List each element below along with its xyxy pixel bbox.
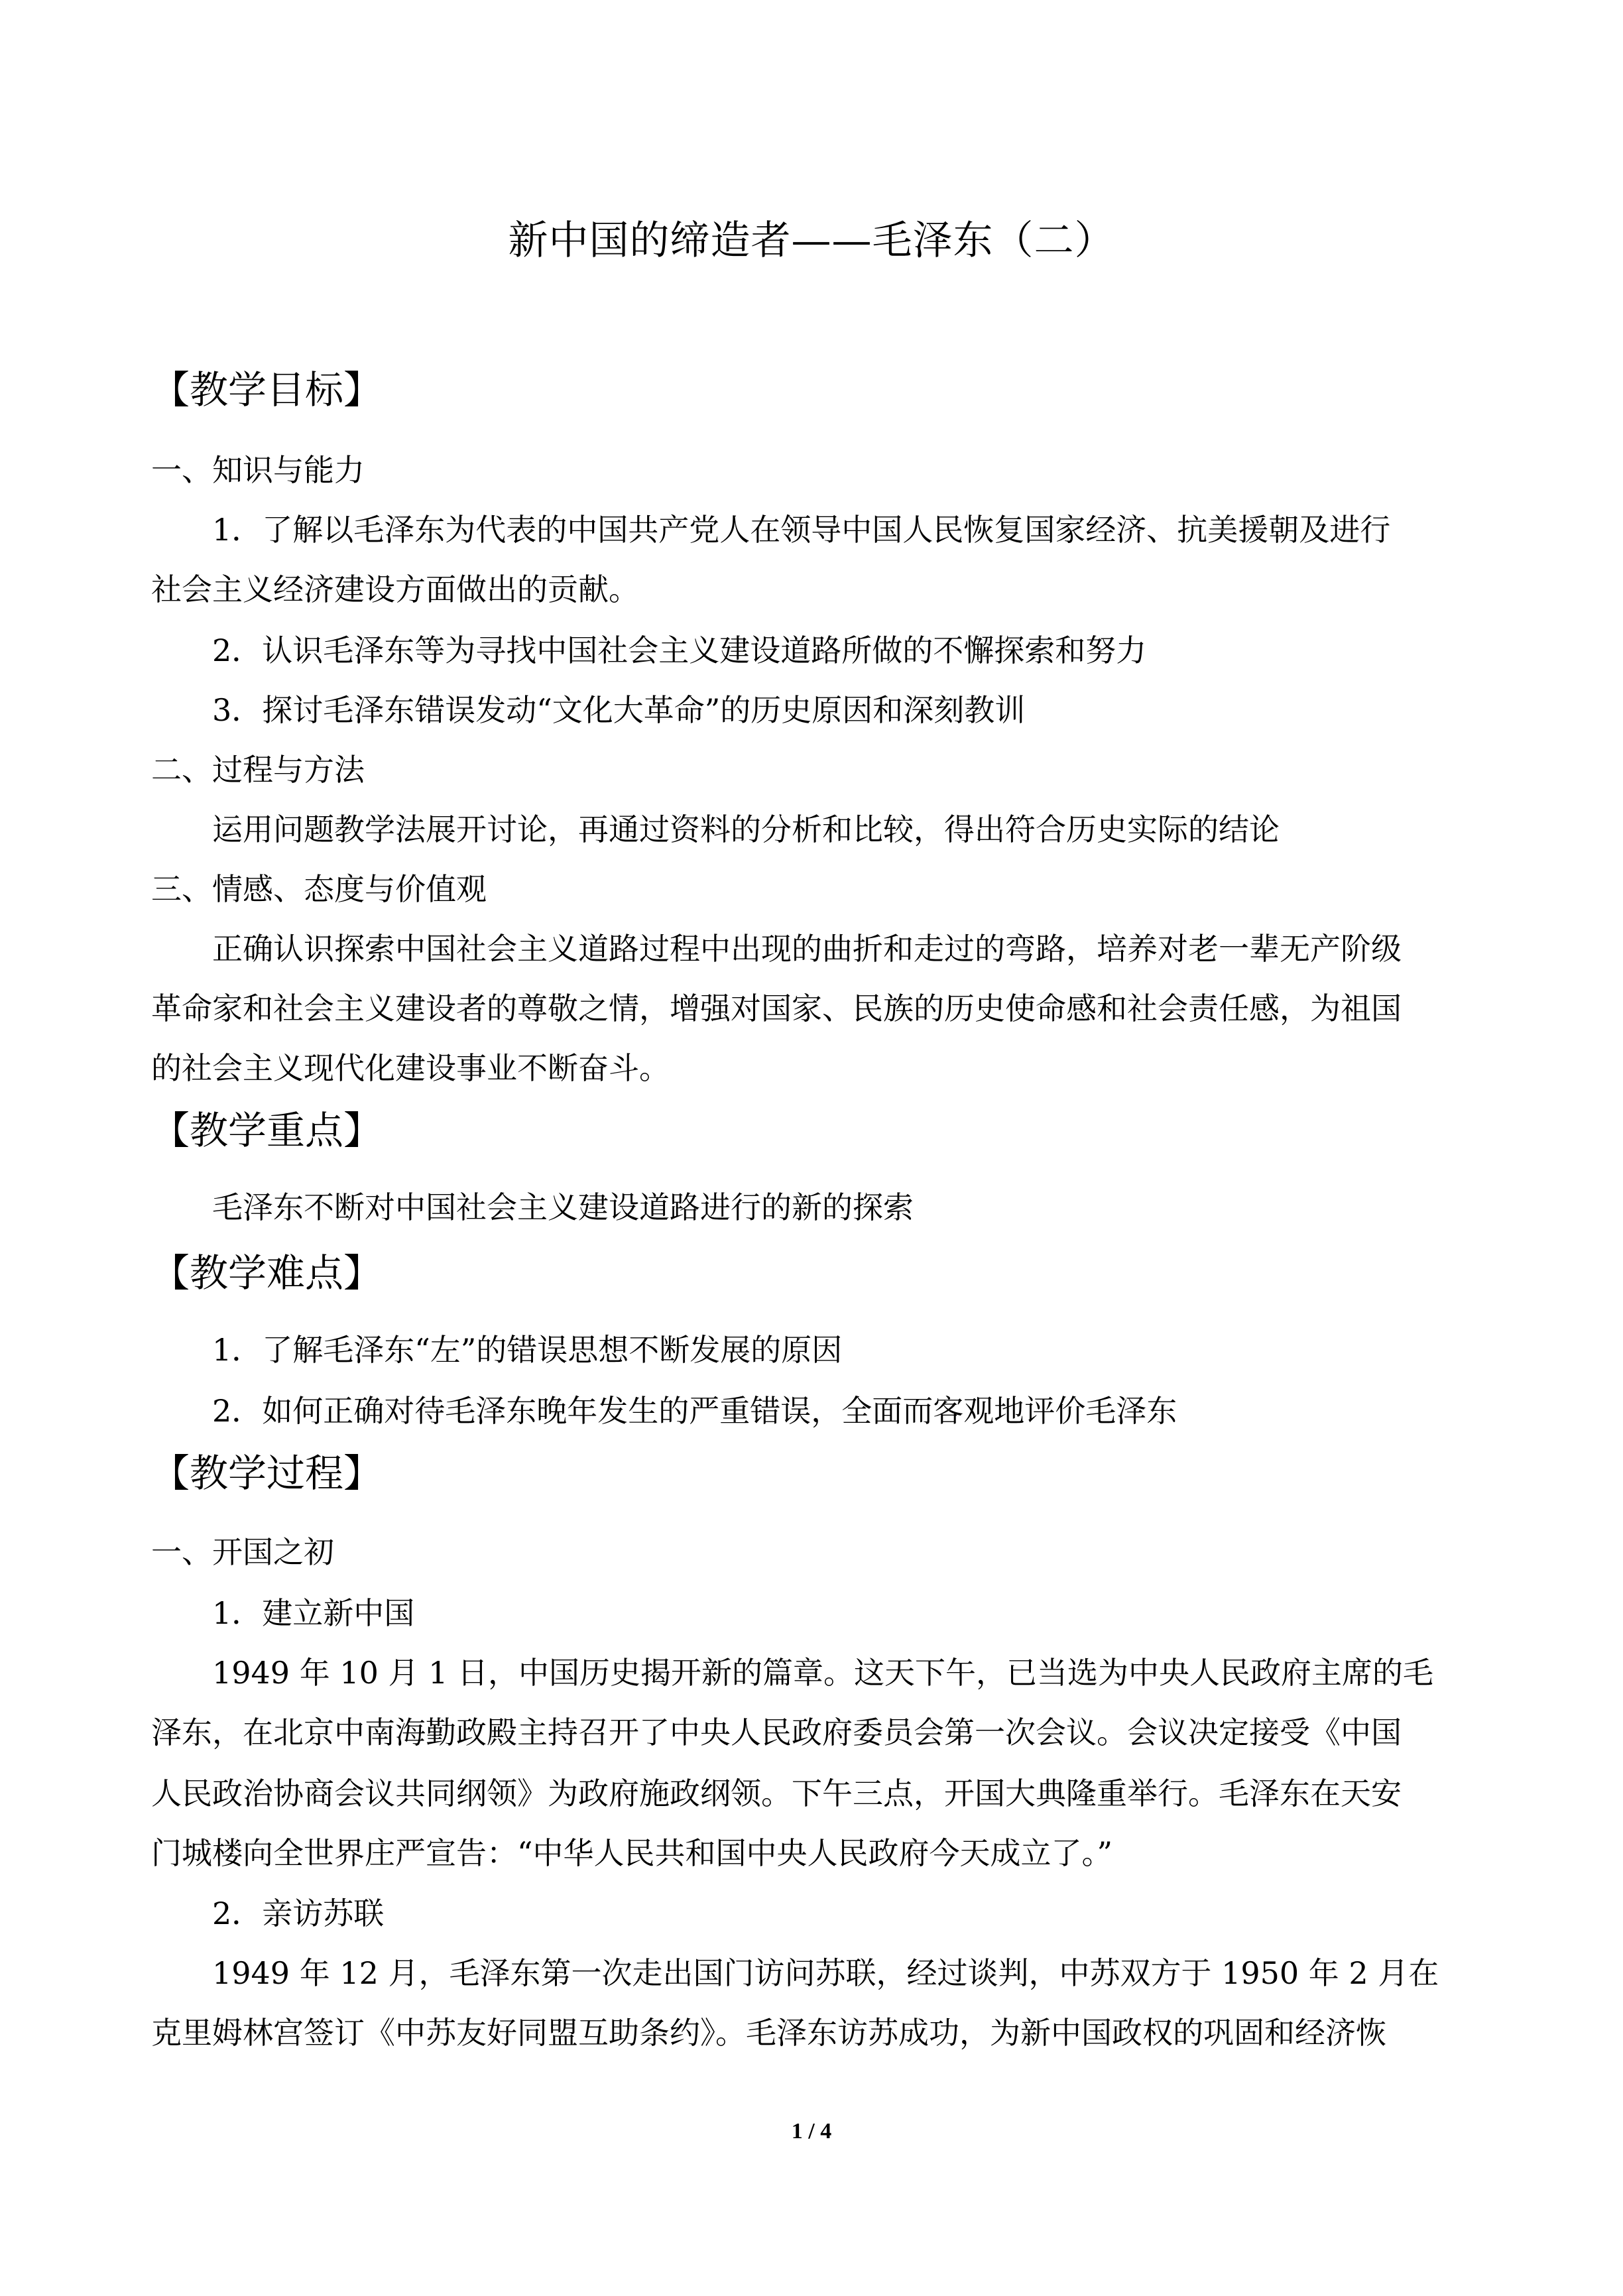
process-item-1-line-3: 人民政治协商会议共同纲领》为政府施政纲领。下午三点，开国大典隆重举行。毛泽东在天安 — [151, 1776, 1402, 1811]
difficulty-1: 1．了解毛泽东“左”的错误思想不断发展的原因 — [212, 1332, 843, 1368]
process-item-1-line-4: 门城楼向全世界庄严宣告：“中华人民共和国中央人民政府今天成立了。” — [151, 1835, 1113, 1871]
process-section-1: 一、开国之初 — [151, 1534, 334, 1570]
heading-key-points: 【教学重点】 — [151, 1108, 383, 1153]
goal-1-line-2: 社会主义经济建设方面做出的贡献。 — [151, 572, 639, 607]
emotion-line-3: 的社会主义现代化建设事业不断奋斗。 — [151, 1050, 670, 1086]
method-text: 运用问题教学法展开讨论，再通过资料的分析和比较，得出符合历史实际的结论 — [212, 812, 1280, 847]
difficulty-2: 2．如何正确对待毛泽东晚年发生的严重错误，全面而客观地评价毛泽东 — [212, 1393, 1177, 1429]
process-item-1-line-2: 泽东，在北京中南海勤政殿主持召开了中央人民政府委员会第一次会议。会议决定接受《中国 — [151, 1715, 1402, 1750]
section-knowledge-ability: 一、知识与能力 — [151, 452, 365, 488]
heading-difficulties: 【教学难点】 — [151, 1250, 383, 1296]
page-number: 1 / 4 — [791, 2119, 832, 2144]
goal-3: 3．探讨毛泽东错误发动“文化大革命”的历史原因和深刻教训 — [212, 692, 1026, 728]
heading-teaching-goals: 【教学目标】 — [151, 367, 383, 412]
process-item-2-line-1: 1949 年 12 月，毛泽东第一次走出国门访问苏联，经过谈判，中苏双方于 1950 年 2 月在 — [212, 1955, 1439, 1991]
heading-teaching-process: 【教学过程】 — [151, 1451, 383, 1496]
emotion-line-2: 革命家和社会主义建设者的尊敬之情，增强对国家、民族的历史使命感和社会责任感，为祖国 — [151, 991, 1402, 1026]
emotion-line-1: 正确认识探索中国社会主义道路过程中出现的曲折和走过的弯路，培养对老一辈无产阶级 — [212, 931, 1402, 967]
goal-1-line-1: 1．了解以毛泽东为代表的中国共产党人在领导中国人民恢复国家经济、抗美援朝及进行 — [212, 512, 1391, 548]
section-process-method: 二、过程与方法 — [151, 752, 365, 788]
process-item-1-line-1: 1949 年 10 月 1 日，中国历史揭开新的篇章。这天下午，已当选为中央人民政府主席的毛 — [212, 1655, 1433, 1691]
page-title: 新中国的缔造者——毛泽东（二） — [508, 217, 1115, 264]
process-item-1: 1．建立新中国 — [212, 1595, 415, 1631]
process-item-2-line-2: 克里姆林宫签订《中苏友好同盟互助条约》。毛泽东访苏成功，为新中国政权的巩固和经济恢 — [151, 2015, 1386, 2051]
section-emotion-values: 三、情感、态度与价值观 — [151, 871, 487, 907]
process-item-2: 2．亲访苏联 — [212, 1896, 385, 1931]
key-point-text: 毛泽东不断对中国社会主义建设道路进行的新的探索 — [212, 1189, 914, 1225]
goal-2: 2．认识毛泽东等为寻找中国社会主义建设道路所做的不懈探索和努力 — [212, 633, 1147, 668]
